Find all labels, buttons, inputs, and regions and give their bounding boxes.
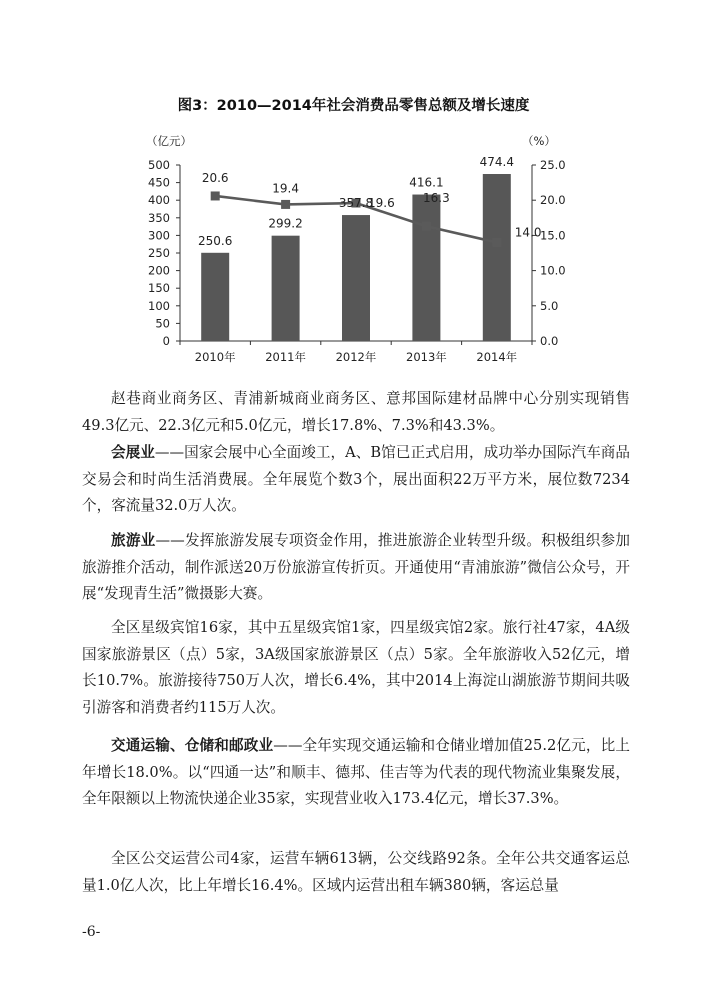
figure-title: 图3：2010—2014年社会消费品零售总额及增长速度: [177, 98, 530, 114]
right-tick-label: 25.0: [540, 158, 566, 172]
bar-data-label: 250.6: [198, 233, 233, 248]
bar: [272, 236, 300, 341]
right-tick-label: 20.0: [540, 193, 566, 208]
paragraph-2-text: ——国家会展中心全面竣工，A、B馆已正式启用，成功举办国际汽车商品交易会和时尚生活消费展。全年展览个数3个，展出面积22万平方米，展位数7234个，客流量32.0万人次。: [82, 444, 630, 514]
paragraph-3: [82, 528, 630, 608]
paragraph-5: [82, 733, 630, 813]
page-number: -6-: [82, 924, 101, 940]
left-tick-label: 450: [148, 175, 170, 190]
paragraph-6: [82, 846, 630, 899]
growth-point: [422, 222, 431, 231]
right-tick-label: 10.0: [540, 263, 566, 278]
left-tick-label: 300: [148, 228, 170, 243]
right-tick-label: 15.0: [540, 228, 566, 243]
bar: [412, 195, 440, 341]
bar: [201, 253, 229, 341]
x-tick-label: 2012年: [335, 350, 377, 364]
line-data-label: 19.6: [368, 196, 395, 211]
line-data-label: 19.4: [272, 181, 299, 196]
left-tick-label: 500: [148, 158, 170, 172]
left-tick-label: 100: [148, 298, 170, 313]
left-tick-label: 150: [148, 281, 170, 296]
paragraph-5-lead: 交通运输、仓储和邮政业: [111, 737, 274, 754]
x-tick-label: 2013年: [406, 350, 447, 364]
left-tick-label: 350: [148, 210, 170, 225]
line-data-label: 16.3: [423, 191, 450, 206]
x-tick-label: 2011年: [265, 350, 306, 364]
paragraph-6-text: 全区公交运营公司4家，运营车辆613辆，公交线路92条。全年公共交通客运总量1.0亿人次，比上年增长16.4%。区域内运营出租车辆380辆，客运总量: [82, 850, 630, 894]
paragraph-3-lead: 旅游业: [111, 532, 156, 549]
right-axis-unit: （%）: [522, 134, 556, 148]
bar-data-label: 299.2: [268, 216, 303, 231]
left-tick-label: 250: [148, 246, 170, 260]
left-tick-label: 200: [148, 263, 170, 278]
paragraph-1: [82, 386, 630, 439]
paragraph-1-text: 赵巷商业商务区、青浦新城商业商务区、意邦国际建材品牌中心分别实现销售49.3亿元、22.3亿元和5.0亿元，增长17.8%、7.3%和43.3%。: [82, 390, 630, 434]
left-axis-unit: （亿元）: [146, 134, 192, 148]
paragraph-4-text: 全区星级宾馆16家，其中五星级宾馆1家，四星级宾馆2家。旅行社47家，4A级国家旅游景区（点）5家，3A级国家旅游景区（点）5家。全年旅游收入52亿元，增长10.7%。旅游接待750万人次，增长6.4%，其中2014上海淀山湖旅游节期间共吸引游客和消费者约115万人次。: [82, 619, 630, 716]
bar: [483, 174, 511, 341]
growth-point: [211, 191, 220, 200]
bar: [342, 215, 370, 341]
x-tick-label: 2014年: [476, 350, 518, 364]
retail-sales-chart: [120, 125, 590, 375]
growth-point: [281, 200, 290, 209]
line-data-label: 14.0: [514, 225, 542, 240]
left-tick-label: 50: [155, 316, 170, 331]
left-tick-label: 400: [148, 193, 170, 208]
bar-data-label: 416.1: [409, 175, 444, 190]
growth-point: [492, 238, 501, 247]
paragraph-2-lead: 会展业: [111, 444, 155, 461]
paragraph-4: [82, 615, 630, 721]
right-tick-label: 5.0: [540, 298, 559, 313]
bar-data-label: 357.8: [338, 196, 374, 211]
line-data-label: 20.6: [201, 170, 229, 185]
bar-data-label: 474.4: [479, 155, 514, 170]
paragraph-2: [82, 440, 630, 520]
right-tick-label: 0.0: [540, 334, 559, 348]
left-tick-label: 0: [162, 334, 170, 348]
x-tick-label: 2010年: [194, 350, 236, 364]
paragraph-5-text: ——全年实现交通运输和仓储业增加值25.2亿元，比上年增长18.0%。以“四通一达”和顺丰、德邦、佳吉等为代表的现代物流业集聚发展，全年限额以上物流快递企业35家，实现营业收入173.4亿元，增长37.3%。: [82, 737, 630, 807]
paragraph-3-text: ——发挥旅游发展专项资金作用，推进旅游企业转型升级。积极组织参加旅游推介活动，制作派送20万份旅游宣传折页。开通使用“青浦旅游”微信公众号，开展“发现青生活”微摄影大赛。: [82, 532, 630, 602]
